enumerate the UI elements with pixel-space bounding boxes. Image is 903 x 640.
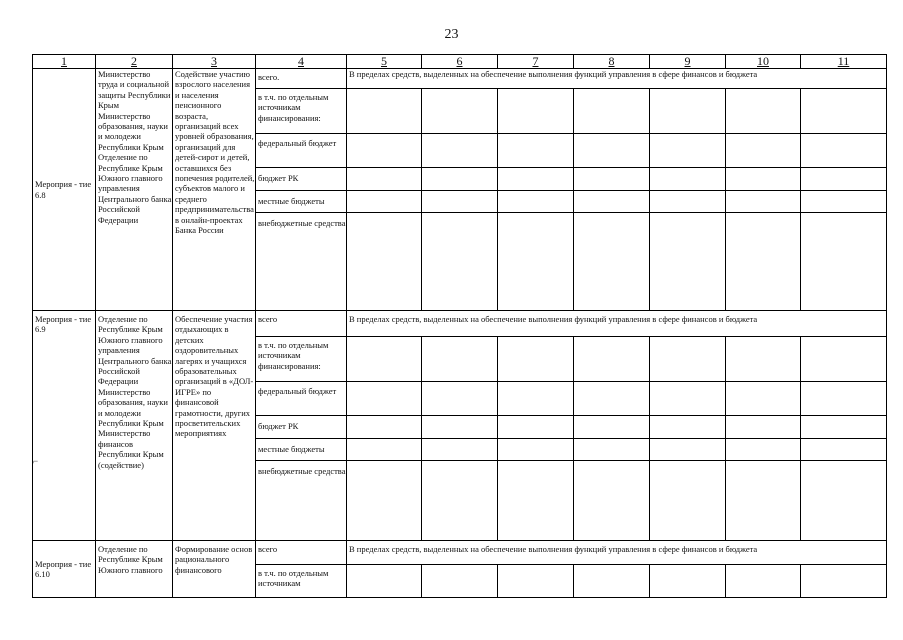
empty-cell: [498, 89, 574, 134]
empty-cell: [574, 89, 650, 134]
empty-cell: [347, 191, 422, 213]
empty-cell: [574, 382, 650, 416]
empty-cell: [801, 461, 887, 541]
empty-cell: [726, 565, 801, 598]
column-number: 11: [801, 55, 887, 69]
column-number: 6: [422, 55, 498, 69]
source-cell: в т.ч. по отдельным источникам: [256, 565, 347, 598]
empty-cell: [498, 439, 574, 461]
empty-cell: [422, 461, 498, 541]
empty-cell: [801, 439, 887, 461]
table-row: [33, 311, 887, 337]
scan-artifact-mark: ⌐: [33, 456, 39, 466]
empty-cell: [422, 565, 498, 598]
empty-cell: [650, 168, 726, 191]
column-number: 2: [96, 55, 173, 69]
empty-cell: [347, 89, 422, 134]
description-cell: Формирование основ рационального финансового: [173, 541, 256, 598]
empty-cell: [650, 337, 726, 382]
executors-cell: Отделение по Республике Крым Южного главного управления Центрального банка Российской Федерации Министерство образования, науки и молодежи Республики Крым Министерство финансов Республики Крым (содействие): [96, 311, 173, 541]
empty-cell: [498, 461, 574, 541]
empty-cell: [347, 213, 422, 311]
description-cell: Содействие участию взрослого населения и населения пенсионного возраста, организаций всех уровней образования, организаций для детей-сирот и детей, оставшихся без попечения родителей, субъектов малого и среднего предпринимательства в онлайн-проектах Банка России: [173, 69, 256, 311]
empty-cell: [726, 134, 801, 168]
column-number: 5: [347, 55, 422, 69]
empty-cell: [347, 382, 422, 416]
empty-cell: [650, 439, 726, 461]
column-number: 10: [726, 55, 801, 69]
executors-cell: Отделение по Республике Крым Южного главного: [96, 541, 173, 598]
empty-cell: [801, 134, 887, 168]
empty-cell: [726, 337, 801, 382]
empty-cell: [347, 416, 422, 439]
measure-cell: Мероприя - тие 6.8: [33, 69, 96, 311]
empty-cell: [422, 439, 498, 461]
empty-cell: [801, 565, 887, 598]
column-number: 1: [33, 55, 96, 69]
empty-cell: [422, 213, 498, 311]
empty-cell: [422, 382, 498, 416]
empty-cell: [801, 168, 887, 191]
empty-cell: [422, 337, 498, 382]
empty-cell: [422, 191, 498, 213]
empty-cell: [801, 89, 887, 134]
empty-cell: [726, 191, 801, 213]
empty-cell: [574, 168, 650, 191]
source-cell: всего: [256, 311, 347, 337]
column-number: 9: [650, 55, 726, 69]
source-cell: местные бюджеты: [256, 191, 347, 213]
empty-cell: [498, 382, 574, 416]
empty-cell: [498, 213, 574, 311]
empty-cell: [650, 565, 726, 598]
empty-cell: [347, 337, 422, 382]
empty-cell: [498, 565, 574, 598]
column-number: 7: [498, 55, 574, 69]
executors-cell: Министерство труда и социальной защиты Республики Крым Министерство образования, науки и молодежи Республики Крым Отделение по Республике Крым Южного главного управления Центрального банка Российской Федерации: [96, 69, 173, 311]
funding-text: В пределах средств, выделенных на обеспечение выполнения функций управления в сфере финансов и бюджета: [347, 311, 887, 337]
empty-cell: [347, 134, 422, 168]
source-cell: местные бюджеты: [256, 439, 347, 461]
empty-cell: [574, 416, 650, 439]
source-cell: федеральный бюджет: [256, 134, 347, 168]
empty-cell: [726, 439, 801, 461]
measure-cell: Мероприя - тие 6.9: [33, 311, 96, 541]
source-cell: бюджет РК: [256, 168, 347, 191]
source-cell: внебюджетные средства: [256, 213, 347, 311]
empty-cell: [498, 416, 574, 439]
empty-cell: [726, 461, 801, 541]
empty-cell: [422, 134, 498, 168]
page-number: 23: [444, 27, 459, 42]
program-measures-table: [32, 54, 887, 598]
empty-cell: [650, 461, 726, 541]
empty-cell: [347, 439, 422, 461]
empty-cell: [650, 89, 726, 134]
source-cell: в т.ч. по отдельным источникам финансирования:: [256, 337, 347, 382]
empty-cell: [347, 168, 422, 191]
funding-text: В пределах средств, выделенных на обеспечение выполнения функций управления в сфере финансов и бюджета: [347, 541, 887, 565]
empty-cell: [422, 89, 498, 134]
column-number-row: [33, 55, 887, 69]
empty-cell: [574, 134, 650, 168]
column-number: 4: [256, 55, 347, 69]
empty-cell: [726, 168, 801, 191]
column-number: 3: [173, 55, 256, 69]
source-cell: всего.: [256, 69, 347, 89]
source-cell: всего: [256, 541, 347, 565]
source-cell: в т.ч. по отдельным источникам финансирования:: [256, 89, 347, 134]
empty-cell: [574, 461, 650, 541]
empty-cell: [422, 168, 498, 191]
empty-cell: [498, 337, 574, 382]
empty-cell: [574, 439, 650, 461]
empty-cell: [726, 89, 801, 134]
empty-cell: [801, 416, 887, 439]
source-cell: внебюджетные средства: [256, 461, 347, 541]
source-cell: федеральный бюджет: [256, 382, 347, 416]
empty-cell: [422, 416, 498, 439]
column-number: 8: [574, 55, 650, 69]
empty-cell: [574, 337, 650, 382]
table-row: [33, 69, 887, 89]
empty-cell: [498, 191, 574, 213]
empty-cell: [498, 134, 574, 168]
source-cell: бюджет РК: [256, 416, 347, 439]
empty-cell: [801, 191, 887, 213]
empty-cell: [574, 565, 650, 598]
empty-cell: [801, 213, 887, 311]
empty-cell: [650, 382, 726, 416]
empty-cell: [726, 382, 801, 416]
empty-cell: [650, 416, 726, 439]
empty-cell: [650, 134, 726, 168]
measure-cell: Мероприя - тие 6.10: [33, 541, 96, 598]
funding-text: В пределах средств, выделенных на обеспечение выполнения функций управления в сфере финансов и бюджета: [347, 69, 887, 89]
empty-cell: [574, 191, 650, 213]
empty-cell: [650, 213, 726, 311]
empty-cell: [347, 565, 422, 598]
empty-cell: [726, 416, 801, 439]
empty-cell: [726, 213, 801, 311]
table-row: [33, 541, 887, 565]
empty-cell: [801, 382, 887, 416]
empty-cell: [650, 191, 726, 213]
empty-cell: [347, 461, 422, 541]
description-cell: Обеспечение участия отдыхающих в детских оздоровительных лагерях и учащихся образовательных организаций в «ДОЛ-ИГРЕ» по финансовой грамотности, других просветительских мероприятиях: [173, 311, 256, 541]
empty-cell: [801, 337, 887, 382]
empty-cell: [498, 168, 574, 191]
empty-cell: [574, 213, 650, 311]
